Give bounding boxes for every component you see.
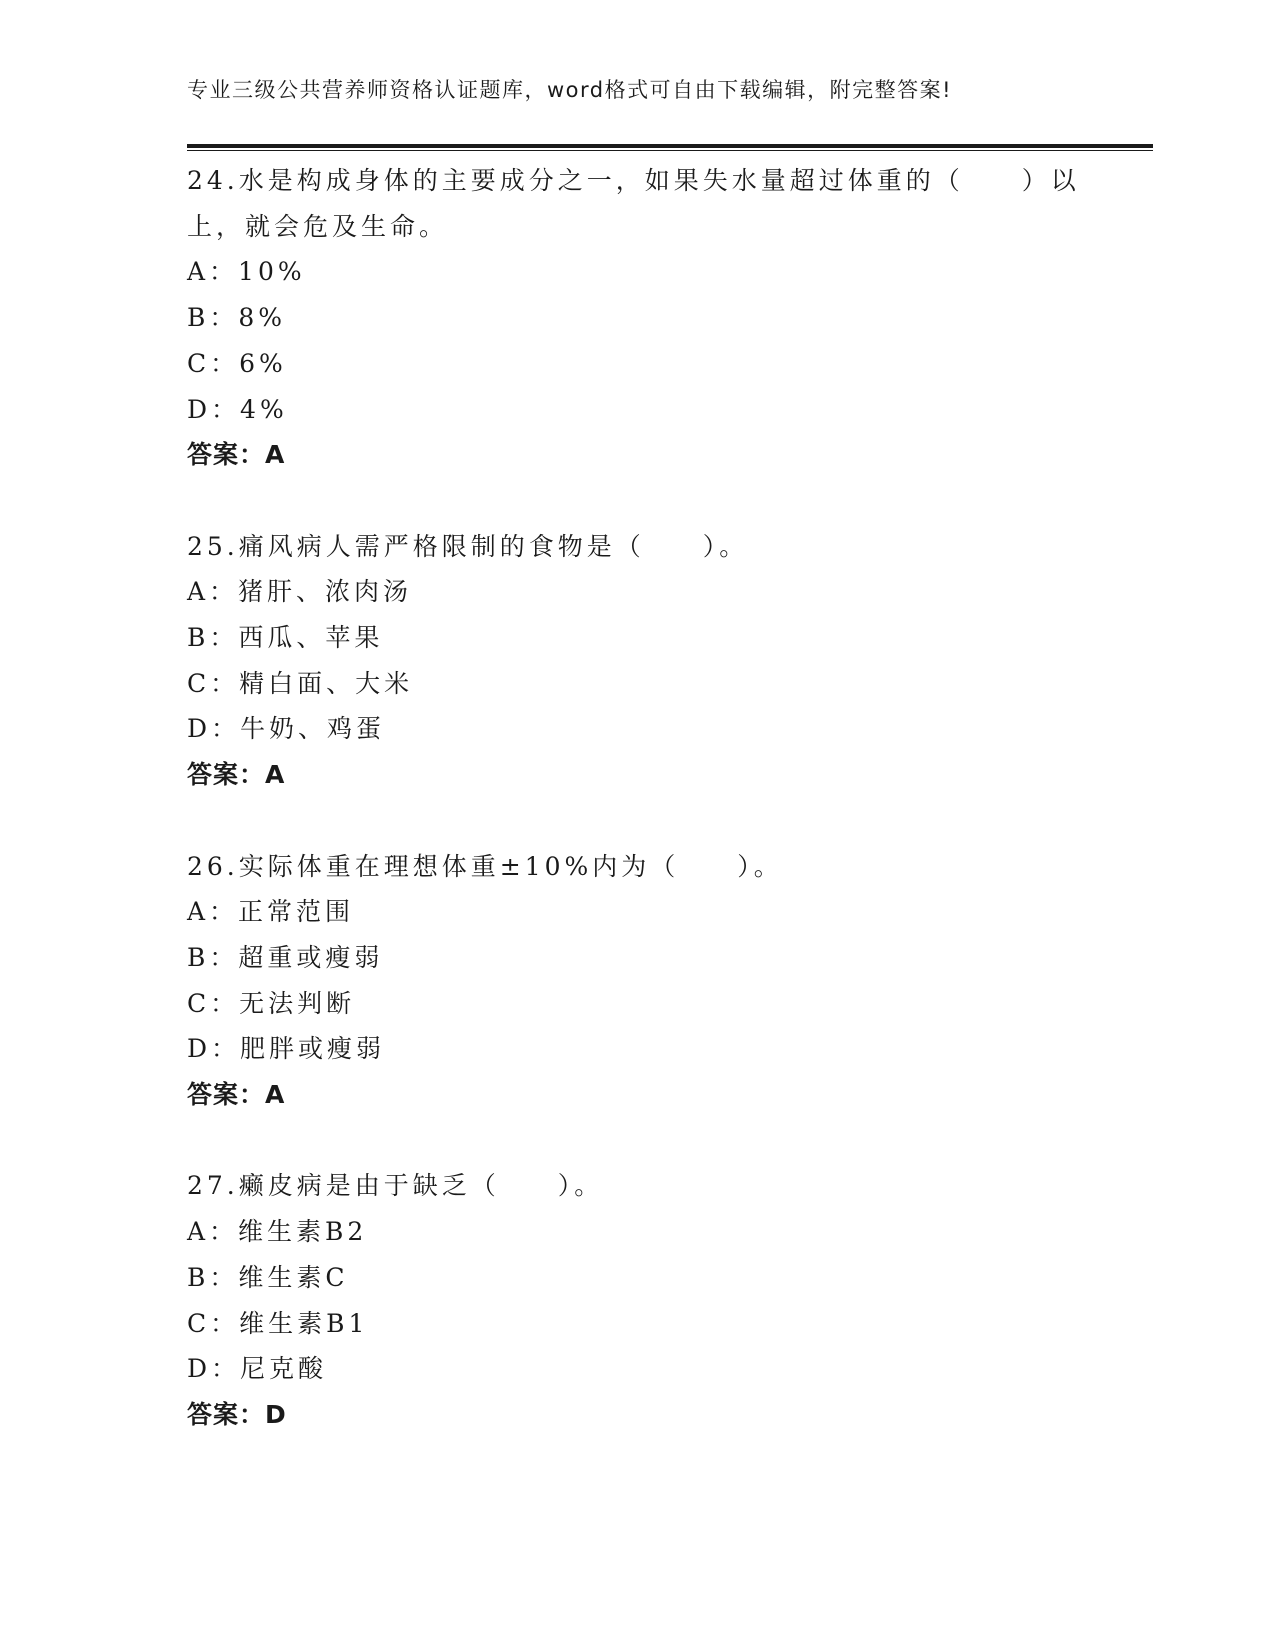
option-c: C：精白面、大米 bbox=[187, 668, 414, 698]
option-c: C：维生素B1 bbox=[187, 1308, 369, 1338]
answer: 答案：A bbox=[187, 440, 286, 470]
question-26 bbox=[187, 844, 1087, 1118]
option-d: D：尼克酸 bbox=[187, 1354, 328, 1384]
option-c: C：无法判断 bbox=[187, 988, 356, 1018]
page-header: 专业三级公共营养师资格认证题库，word格式可自由下载编辑，附完整答案! bbox=[187, 78, 953, 102]
question-stem: 上，就会危及生命。 bbox=[187, 211, 449, 241]
option-c: C：6% bbox=[187, 348, 287, 378]
option-b: B：超重或瘦弱 bbox=[187, 942, 384, 972]
answer: 答案：A bbox=[187, 1080, 286, 1110]
question-stem: 24.水是构成身体的主要成分之一，如果失水量超过体重的（ ）以 bbox=[187, 166, 1080, 195]
question-24 bbox=[187, 158, 1087, 478]
answer: 答案：D bbox=[187, 1399, 287, 1429]
option-b: B：维生素C bbox=[187, 1262, 349, 1292]
option-b: B：8% bbox=[187, 303, 287, 333]
header-divider bbox=[187, 144, 1153, 148]
option-b: B：西瓜、苹果 bbox=[187, 623, 384, 653]
option-a: A：维生素B2 bbox=[187, 1217, 368, 1247]
option-a: A：猪肝、浓肉汤 bbox=[187, 577, 413, 607]
option-a: A：正常范围 bbox=[187, 897, 355, 927]
question-27 bbox=[187, 1163, 1087, 1437]
question-stem: 26.实际体重在理想体重±10%内为（ ）。 bbox=[187, 851, 783, 881]
question-stem: 25.痛风病人需严格限制的食物是（ ）。 bbox=[187, 531, 749, 561]
answer: 答案：A bbox=[187, 760, 286, 790]
option-a: A：10% bbox=[187, 257, 306, 287]
option-d: D：4% bbox=[187, 394, 288, 424]
header-divider-thin bbox=[187, 150, 1153, 151]
option-d: D：肥胖或瘦弱 bbox=[187, 1034, 386, 1064]
option-d: D：牛奶、鸡蛋 bbox=[187, 714, 386, 744]
question-stem: 27.癞皮病是由于缺乏（ ）。 bbox=[187, 1171, 604, 1201]
question-25 bbox=[187, 524, 1087, 798]
question-list bbox=[187, 158, 1087, 1438]
